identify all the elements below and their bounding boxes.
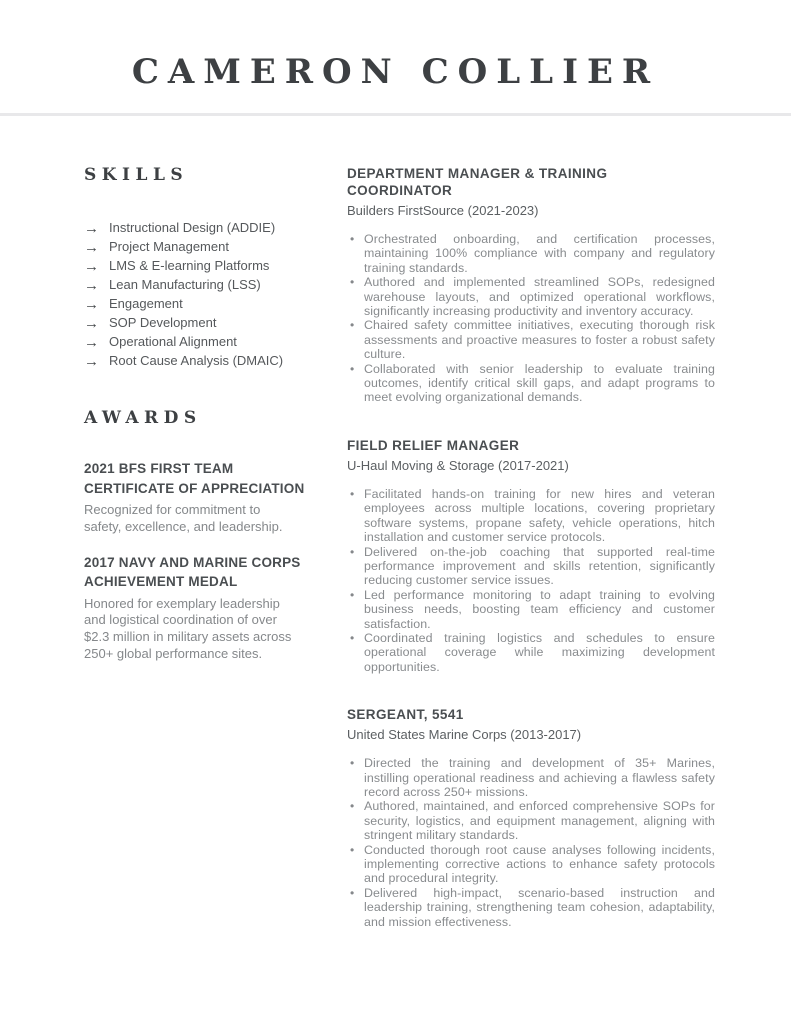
skill-label: Engagement — [109, 296, 183, 311]
awards-section — [84, 408, 310, 663]
arrow-right-icon: → — [84, 258, 99, 275]
list-item — [347, 588, 715, 631]
bullet-icon: • — [350, 842, 355, 857]
list-item — [347, 756, 715, 799]
bullet-icon: • — [350, 232, 355, 246]
bullet-text: Authored and implemented streamlined SOPs, redesigned warehouse layouts, and optimized operational workflows, significantly increasing productivity and inventory accuracy. — [364, 275, 715, 319]
experience-column — [347, 165, 715, 961]
job-company: U-Haul Moving & Storage (2017-2021) — [347, 457, 569, 473]
skill-label: Instructional Design (ADDIE) — [109, 220, 276, 235]
skill-label: Root Cause Analysis (DMAIC) — [109, 353, 284, 368]
award-title: 2017 NAVY AND MARINE CORPS ACHIEVEMENT MEDAL — [84, 554, 301, 590]
list-item — [347, 318, 715, 361]
list-item — [84, 257, 310, 276]
skill-label: Project Management — [109, 239, 229, 254]
bullet-icon: • — [350, 275, 355, 290]
bullet-text: Authored, maintained, and enforced comprehensive SOPs for security, logistics, and equipment management, aligning with stringent military standards. — [364, 799, 715, 843]
bullet-text: Facilitated hands-on training for new hires and veteran employees across multiple locations, covering proprietary software systems, propane safety, vehicle operations, hitch installation and customer service protocols. — [364, 486, 715, 545]
list-item — [347, 362, 715, 405]
job-bullet-list — [347, 232, 715, 405]
list-item — [84, 276, 310, 295]
skill-label: LMS & E-learning Platforms — [109, 258, 270, 273]
list-item — [347, 843, 715, 886]
list-item — [347, 232, 715, 275]
bullet-text: Chaired safety committee initiatives, executing thorough risk assessments and proactive measures to foster a robust safety culture. — [364, 318, 715, 362]
job-entry — [347, 165, 715, 405]
list-item — [347, 487, 715, 545]
arrow-right-icon: → — [84, 315, 99, 332]
job-company: Builders FirstSource (2021-2023) — [347, 203, 539, 218]
resume-body — [0, 116, 791, 961]
list-item — [347, 545, 715, 588]
list-item — [84, 314, 310, 333]
bullet-text: Directed the training and development of 35+ Marines, instilling operational readiness and achieving a flawless safety record across 250+ missions. — [364, 756, 715, 799]
list-item — [84, 333, 310, 352]
list-item — [347, 275, 715, 318]
award-title: 2021 BFS FIRST TEAM CERTIFICATE OF APPRECIATION — [84, 461, 305, 496]
list-item — [84, 352, 310, 371]
skill-label: Lean Manufacturing (LSS) — [109, 277, 261, 292]
skills-section — [84, 165, 310, 371]
job-title: FIELD RELIEF MANAGER — [347, 437, 520, 453]
job-bullet-list — [347, 756, 715, 929]
list-item — [347, 886, 715, 929]
resume-header — [0, 0, 791, 92]
list-item — [347, 631, 715, 674]
bullet-icon: • — [350, 486, 355, 501]
list-item — [84, 238, 310, 257]
arrow-right-icon: → — [84, 239, 99, 256]
arrow-right-icon: → — [84, 277, 99, 294]
bullet-text: Orchestrated onboarding, and certification processes, maintaining 100% compliance with company and regulatory training standards. — [364, 232, 715, 275]
bullet-text: Coordinated training logistics and schedules to ensure operational coverage while maximizing development opportunities. — [364, 630, 715, 674]
page-title: CAMERON COLLIER — [131, 52, 660, 92]
awards-list — [84, 459, 310, 663]
left-column — [84, 165, 310, 961]
list-item — [347, 799, 715, 842]
bullet-text: Collaborated with senior leadership to evaluate training outcomes, identify critical skill gaps, and adapt programs to meet evolving organizational demands. — [364, 361, 715, 405]
job-bullet-list — [347, 487, 715, 674]
bullet-icon: • — [350, 587, 355, 602]
job-title: DEPARTMENT MANAGER & TRAINING COORDINATOR — [347, 166, 608, 198]
job-title: SERGEANT, 5541 — [347, 707, 464, 723]
award-description: Honored for exemplary leadership and logistical coordination of over $2.3 million in military assets across 250+ global performance sites. — [84, 595, 292, 661]
bullet-icon: • — [350, 756, 355, 771]
skill-label: SOP Development — [109, 315, 217, 330]
bullet-text: Led performance monitoring to adapt training to evolving business needs, boosting team efficiency and customer satisfaction. — [364, 587, 715, 631]
arrow-right-icon: → — [84, 353, 99, 370]
bullet-icon: • — [350, 544, 355, 559]
skills-heading: SKILLS — [84, 165, 189, 185]
skill-label: Operational Alignment — [109, 334, 237, 349]
list-item — [84, 219, 310, 238]
bullet-text: Delivered high-impact, scenario-based instruction and leadership training, strengthening team cohesion, adaptability, and mission effectiveness. — [364, 885, 715, 929]
job-company: United States Marine Corps (2013-2017) — [347, 727, 582, 743]
award-entry — [84, 459, 310, 536]
arrow-right-icon: → — [84, 334, 99, 351]
awards-heading: AWARDS — [84, 408, 202, 428]
award-description: Recognized for commitment to safety, excellence, and leadership. — [84, 502, 283, 534]
bullet-text: Delivered on-the-job coaching that supported real-time performance improvement and skills retention, significantly reducing customer service issues. — [364, 544, 715, 588]
bullet-icon: • — [350, 361, 355, 376]
bullet-text: Conducted thorough root cause analyses following incidents, implementing corrective actions to enhance safety protocols and procedural integrity. — [364, 842, 715, 886]
bullet-icon: • — [350, 885, 355, 900]
arrow-right-icon: → — [84, 220, 99, 237]
job-entry — [347, 706, 715, 929]
job-entry — [347, 437, 715, 674]
skills-list — [84, 219, 310, 371]
bullet-icon: • — [350, 318, 355, 333]
award-entry — [84, 553, 310, 663]
list-item — [84, 295, 310, 314]
bullet-icon: • — [350, 630, 355, 645]
bullet-icon: • — [350, 799, 355, 814]
arrow-right-icon: → — [84, 296, 99, 313]
